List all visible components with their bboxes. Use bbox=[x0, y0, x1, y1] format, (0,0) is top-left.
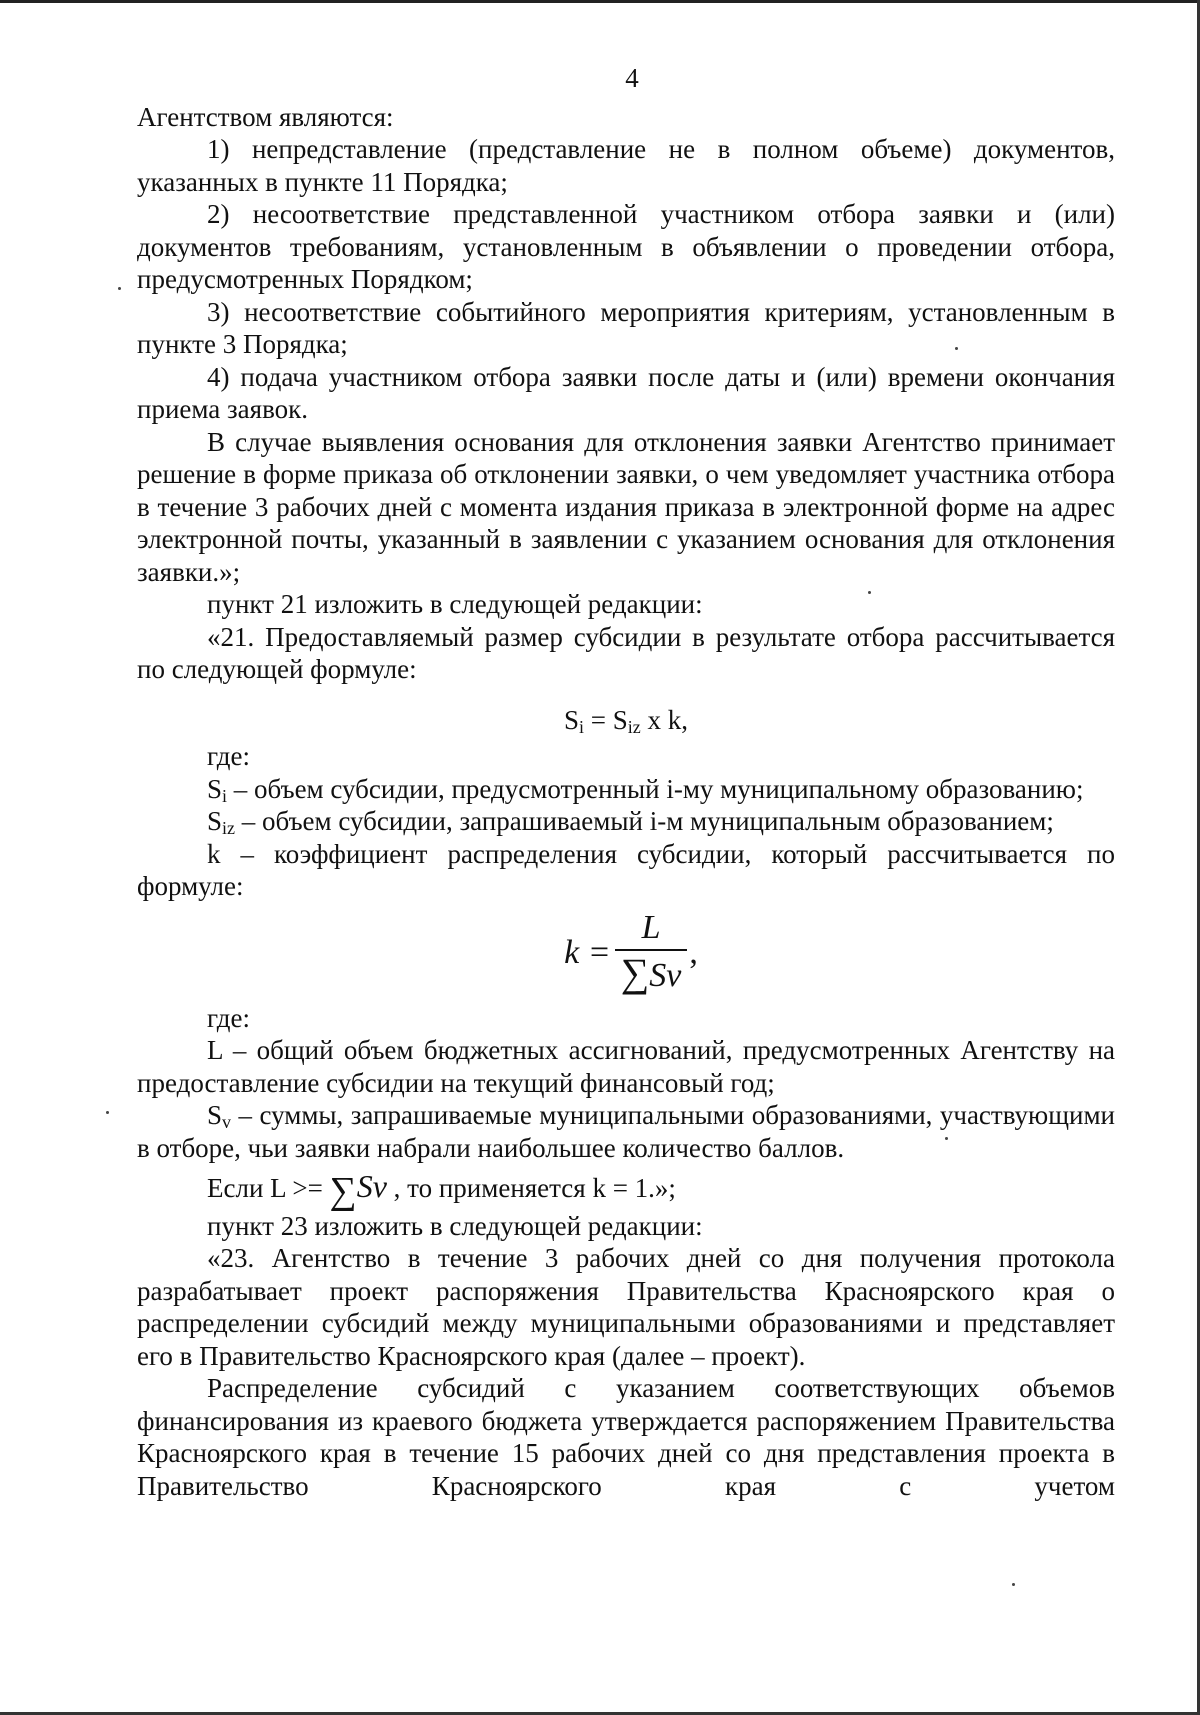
formula-k-comma: , bbox=[689, 933, 698, 971]
definition-siz-text: – объем субсидии, запрашиваемый i-м муниципальным образованием; bbox=[235, 806, 1054, 836]
formula-k-denominator: Sv bbox=[649, 956, 682, 994]
list-item-4: 4) подача участником отбора заявки после даты и (или) времени окончания приема заявок. bbox=[137, 361, 1115, 424]
document-body bbox=[137, 62, 1115, 1502]
paragraph-item21: «21. Предоставляемый размер субсидии в результате отбора рассчитывается по следующей формуле: bbox=[137, 621, 1115, 684]
definition-si-symbol: S bbox=[207, 773, 223, 804]
formula-si-lhs: S bbox=[563, 704, 579, 735]
formula-si-rhs: S bbox=[612, 704, 628, 735]
formula-si-rhs-sub: iz bbox=[627, 716, 641, 737]
formula-k-numerator: L bbox=[641, 908, 661, 946]
condition-sv: Sv bbox=[356, 1168, 387, 1204]
definition-k: k – коэффициент распределения субсидии, который рассчитывается по формуле: bbox=[137, 838, 1115, 901]
formula-k-denominator-wrap bbox=[615, 949, 688, 998]
list-item-1: 1) непредставление (представление не в полном объеме) документов, указанных в пункте 11 Порядка; bbox=[137, 134, 1115, 197]
scan-edge-top bbox=[0, 0, 1200, 3]
list-item-3: 3) несоответствие событийного мероприятия критериям, установленным в пункте 3 Порядка; bbox=[137, 296, 1115, 359]
list-item-2: 2) несоответствие представленной участником отбора заявки и (или) документов требованиям, установленным в объявлении о проведении отбора, предусмотренных Порядком; bbox=[137, 199, 1115, 294]
definition-si-text: – объем субсидии, предусмотренный i-му муниципальному образованию; bbox=[227, 773, 1084, 804]
definition-sv-symbol: S bbox=[207, 1100, 223, 1130]
paragraph-item21-intro: пункт 21 изложить в следующей редакции: bbox=[207, 589, 703, 619]
definition-sv-text: – суммы, запрашиваемые муниципальными образованиями, участвующими в отборе, чьи заявки набрали наибольшее количество баллов. bbox=[137, 1100, 1115, 1163]
definition-siz-symbol: S bbox=[207, 806, 223, 836]
definition-l: L – общий объем бюджетных ассигнований, предусмотренных Агентству на предоставление субсидии на текущий финансовый год; bbox=[137, 1035, 1115, 1098]
formula-k-block bbox=[564, 909, 698, 998]
definition-si-sub: i bbox=[222, 785, 228, 806]
formula-si bbox=[137, 704, 1115, 737]
condition-suffix: , то применяется k = 1.»; bbox=[386, 1173, 676, 1203]
where-label-1: где: bbox=[207, 741, 250, 771]
condition-line bbox=[137, 1168, 1115, 1212]
paragraph-item23: «23. Агентство в течение 3 рабочих дней со дня получения протокола разрабатывает проект распоряжения Правительства Красноярского края о распределении субсидий между муниципальными образованиями и представляет его в Правительство Красноярского края (далее – проект). bbox=[137, 1243, 1115, 1371]
formula-si-eq: = bbox=[584, 704, 613, 735]
definition-siz-sub: iz bbox=[222, 818, 236, 838]
where-label-2: где: bbox=[207, 1002, 250, 1033]
paragraph-distribution: Распределение субсидий с указанием соответствующих объемов финансирования из краевого бюджета утверждается распоряжением Правительства Красноярского края в течение 15 рабочих дней со дня представления проекта в Правительство Красноярского края с учетом bbox=[137, 1373, 1115, 1501]
paragraph-rejection: В случае выявления основания для отклонения заявки Агентство принимает решение в форме приказа об отклонении заявки, о чем уведомляет участника отбора в течение 3 рабочих дней с момента издания приказа в электронной форме на адрес электронной почты, указанный в заявлении с указанием основания для отклонения заявки.»; bbox=[137, 426, 1115, 587]
definition-siz bbox=[137, 805, 1115, 838]
definition-sv-sub: v bbox=[222, 1112, 232, 1132]
formula-si-tail: x k, bbox=[640, 704, 689, 735]
formula-k-fraction bbox=[615, 909, 688, 998]
formula-k bbox=[137, 909, 1115, 998]
page-number: 4 bbox=[625, 63, 639, 93]
sum-icon: ∑ bbox=[620, 949, 650, 995]
formula-k-lhs: k = bbox=[564, 933, 611, 971]
definition-sv bbox=[137, 1099, 1115, 1164]
sum-icon-inline: ∑ bbox=[329, 1170, 357, 1212]
paragraph-intro: Агентством являются: bbox=[137, 101, 394, 132]
definition-si bbox=[137, 773, 1115, 806]
condition-prefix: Если L >= bbox=[207, 1173, 330, 1203]
formula-si-lhs-sub: i bbox=[579, 716, 585, 737]
paragraph-item23-intro: пункт 23 изложить в следующей редакции: bbox=[207, 1210, 703, 1241]
